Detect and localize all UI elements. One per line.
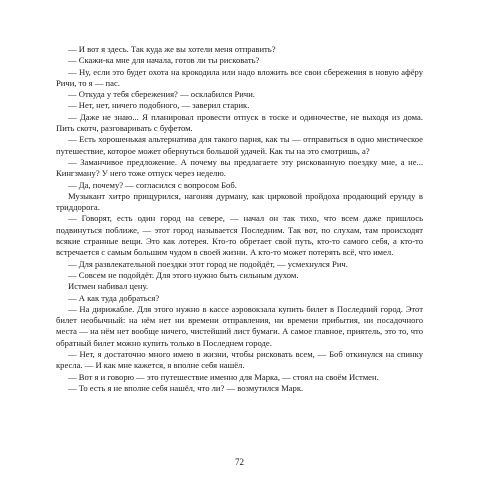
paragraph: — Вот я и говорю — это путешествие именно для Марка, — стоял на своём Истмен. <box>68 371 379 382</box>
paragraph: — Заманчивое предложение. А почему вы предлагаете эту рискованную поездку мне, а не... Кингзману? У него тоже отпуск через неделю. <box>56 156 423 179</box>
page-number: 72 <box>235 457 244 467</box>
paragraph: Музыкант хитро прищурился, нагоняя дурману, как цирковой пройдоха продающий ерунду в триддорога. <box>56 190 423 213</box>
paragraph: — Есть хорошенькая альтернатива для такого парня, как ты — отправиться в одно мистическое путешествие, которое может обернуться большой удачей. Как ты на это смотришь, а? <box>56 134 423 156</box>
paragraph: — И вот я здесь. Так куда же вы хотели меня отправить? <box>68 44 276 54</box>
paragraph: — Совсем не подойдёт. Для этого нужно быть сильным духом. <box>68 269 299 280</box>
paragraph: — Да, почему? — согласился с вопросом Боб. <box>68 179 237 190</box>
paragraph: — Ну, если это будет охота на крокодила или надо вложить все свои сбережения в новую афёру Ричи, то я — пас. <box>56 66 423 88</box>
paragraph: — А как туда добраться? <box>68 292 160 303</box>
paragraph: — Откуда у тебя сбережения? — осклабился Ричи. <box>68 89 255 100</box>
paragraph: — Даже не знаю... Я планировал провести отпуск в тоске и одиночестве, не выходя из дома. Пить скотч, разговаривать с буфетом. <box>56 111 423 134</box>
paragraph: Истмен набивал цену. <box>68 281 149 292</box>
paragraph: — На дирижабле. Для этого нужно в кассе аэровокзала купить билет в Последний город. Этот билет необычный: на нём нет ни времени отправления, ни времени прибытия, ни посадочного места — на нём нет вообще ничего, чистейший лист бумаги. А самое главное, приятель, это то, что обратный билет можно купить только в Последнем городе. <box>56 303 423 348</box>
body-text <box>56 44 423 394</box>
paragraph: — Говорят, есть один город на севере, — начал он так тихо, что всем даже пришлось подвинуться поближе, — этот город называется Последним. Так вот, по слухам, там происходят всякие странные вещи. Это как лотерея. Кто-то обретает свой путь, кто-то самого себя, а кто-то встречается с самым большим чудом в своей жизни. А кто-то может потерять всё, что имел. <box>56 213 423 258</box>
paragraph: — Скажи-ка мне для начала, готов ли ты рисковать? <box>68 55 260 66</box>
paragraph: — Для развлекательной поездки этот город не подойдёт, — усмехнулся Рич. <box>68 258 348 269</box>
paragraph: — То есть я не вполне себя нашёл, что ли? — возмутился Марк. <box>68 382 304 393</box>
paragraph: — Нет, я достаточно много имею в жизни, чтобы рисковать всем, — Боб откинулся на спинку кресла. — И как мне кажется, я вполне себя нашёл. <box>56 349 423 371</box>
paragraph: — Нет, нет, ничего подобного, — заверил старик. <box>68 100 250 111</box>
